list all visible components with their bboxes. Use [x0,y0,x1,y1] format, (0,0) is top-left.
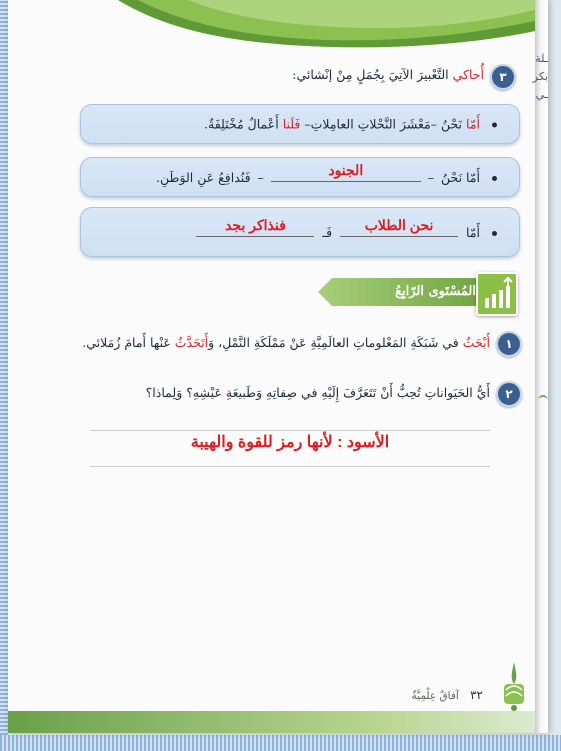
level-question-2-number: ٢ [496,381,522,407]
exercise-box-2 [80,207,520,257]
question-3-instruction [292,67,484,82]
level-four-banner [318,272,518,314]
exercise-2-blank-1[interactable] [340,217,458,237]
level-label: المُسْتَوى الرّابِعُ [395,284,476,299]
example-end: أَعْمالٌ مُخْتَلِفَةٌ. [204,116,279,132]
exercise-2-answer-1: نحن الطلاب [364,217,434,233]
bullet [492,176,497,181]
footer-green-bar [8,711,535,733]
bullet [492,123,497,128]
textbook-page [8,0,548,733]
book-title: آفاقٌ عِلْمِيَّةٌ [411,690,459,702]
answer-line-bottom [90,466,490,467]
bullet [492,231,497,236]
page-number: ٣٢ [470,688,483,702]
level-question-1-number: ١ [496,331,522,357]
edge-glyph: ـلة [535,52,548,65]
edge-mark [538,395,548,409]
exercise-2-fa: فَـ [322,225,333,240]
exercise-2-lead: أَمّا [466,225,481,240]
exercise-1-tail: فَنُدافِعُ عَنِ الوَطَنِ. [156,170,251,185]
exercise-1-answer: الجنود [328,162,364,178]
lq1-end: عَنْها أَمامَ زُمَلائي. [82,335,171,350]
written-answer[interactable]: الأسود : لأنها رمز للقوة والهيبة [190,434,390,451]
lq1-lead: أَبْحَثُ [462,335,490,350]
header-swoosh [8,0,548,60]
bar-chart-arrow-icon [476,272,518,316]
question-3-number: ٣ [490,64,516,90]
scan-border-left [0,0,8,751]
exercise-1-blank[interactable] [271,162,421,182]
instruction-rest: التَّعْبيرَ الآتِيَ بِجُمَلٍ مِنْ إنْشائي: [292,67,449,82]
example-we: نَحْنُ –مَعْشَرَ النَّحْلاتِ العامِلاتِ– [304,116,463,132]
example-box [80,104,520,144]
page-footer [412,688,483,702]
example-amma: أَمّا [466,116,481,132]
edge-glyph: ـي [535,88,548,101]
level-question-1-text [82,335,490,350]
facing-page-edge [532,0,548,733]
scan-border-bottom [0,735,561,751]
instruction-lead: أُحاكي [452,67,484,82]
exercise-2-blank-2[interactable] [196,217,314,237]
example-fa: فَلَنا [282,116,301,132]
level-question-2-text: أَيُّ الحَيَواناتِ تُحِبُّ أَنْ تَتَعَرَّفَ إِلَيْهِ في صِفاتِهِ وَطَبيعَةِ عَيْشِهِ؟ وَلِماذا؟ [145,385,490,400]
answer-line-top [90,430,490,431]
exercise-2-sentence [192,217,497,240]
book-logo-icon [496,660,532,712]
example-sentence [204,117,497,132]
exercise-box-1 [80,157,520,197]
lq1-mid-red: أَتَحَدَّثُ [174,335,209,350]
lq1-mid: في شَبَكَةِ المَعْلوماتِ العالَمِيَّةِ عَنْ مَمْلَكَةِ النَّمْلِ، وَ [208,335,459,350]
edge-glyph: بكر [532,70,548,83]
exercise-1-sentence: أَمّا نَحْنُ – الجنود – فَنُدافِعُ عَنِ الوَطَنِ. [156,169,497,185]
exercise-1-lead: أَمّا نَحْنُ [441,170,481,185]
exercise-2-answer-2: فنذاكر بجد [225,217,286,233]
